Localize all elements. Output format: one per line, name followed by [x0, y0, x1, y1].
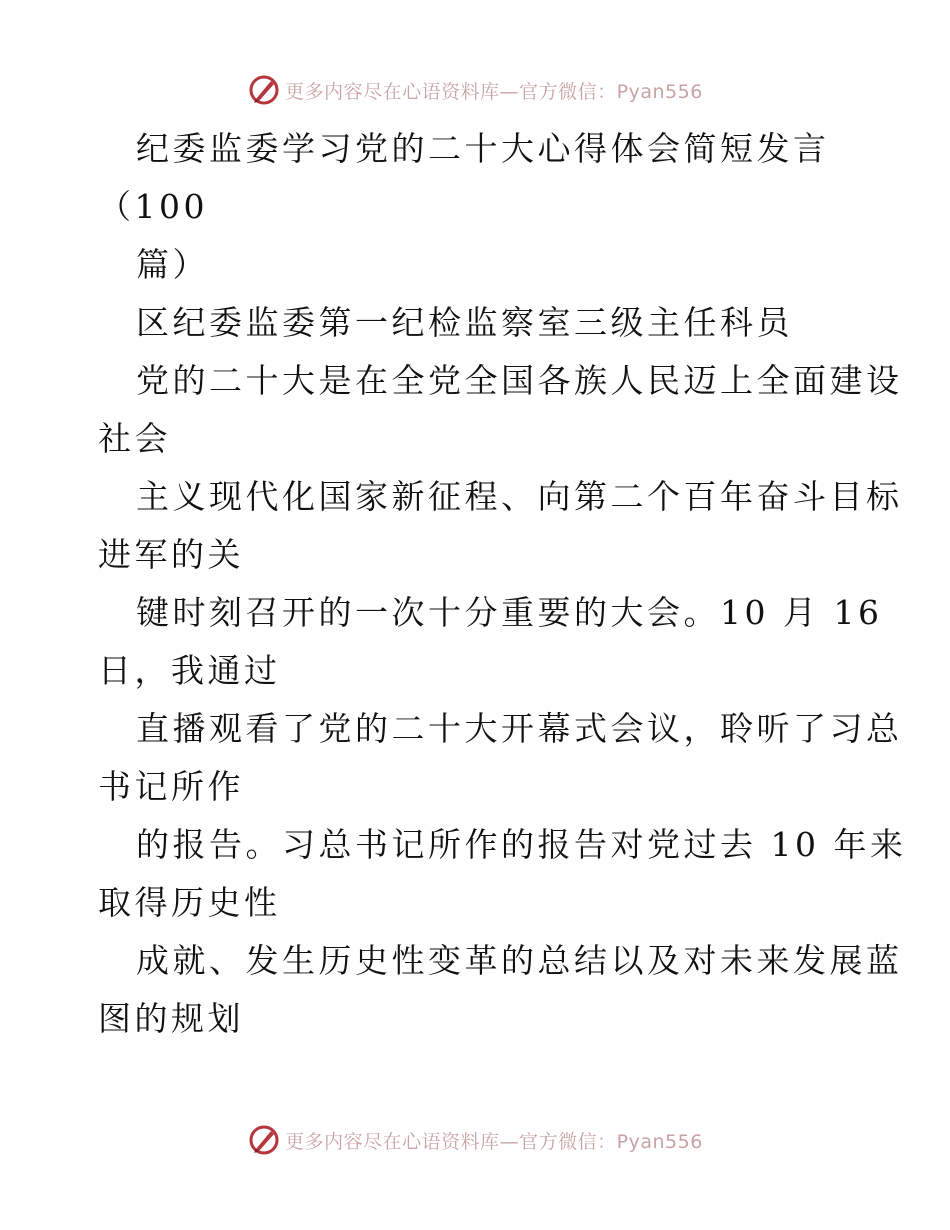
text-line: 直播观看了党的二十大开幕式会议，聆听了习总	[136, 709, 903, 748]
text-line: 取得历史性	[98, 883, 281, 922]
text-line: 书记所作	[98, 767, 244, 806]
watermark-text: 更多内容尽在心语资料库—官方微信：Pyan556	[285, 1130, 703, 1153]
watermark-text: 更多内容尽在心语资料库—官方微信：Pyan556	[285, 80, 703, 103]
pen-logo-icon	[247, 1123, 281, 1157]
text-line: 篇）	[136, 245, 209, 284]
text-line: 纪委监委学习党的二十大心得体会简短发言	[136, 129, 830, 168]
document-body	[98, 120, 907, 1048]
text-line: 党的二十大是在全党全国各族人民迈上全面建设	[136, 361, 903, 400]
text-line: 的报告。习总书记所作的报告对党过去 10 年来	[136, 825, 907, 864]
text-line: 日，我通过	[98, 651, 281, 690]
text-line: （100	[98, 187, 208, 226]
text-line: 区纪委监委第一纪检监察室三级主任科员	[136, 303, 793, 342]
text-line: 进军的关	[98, 535, 244, 574]
text-line: 键时刻召开的一次十分重要的大会。10 月 16	[136, 593, 883, 632]
text-line: 主义现代化国家新征程、向第二个百年奋斗目标	[136, 477, 903, 516]
header-watermark	[0, 70, 950, 110]
text-line: 图的规划	[98, 999, 244, 1038]
text-line: 社会	[98, 419, 171, 458]
footer-watermark	[0, 1120, 950, 1160]
text-line: 成就、发生历史性变革的总结以及对未来发展蓝	[136, 941, 903, 980]
pen-logo-icon	[247, 73, 281, 107]
